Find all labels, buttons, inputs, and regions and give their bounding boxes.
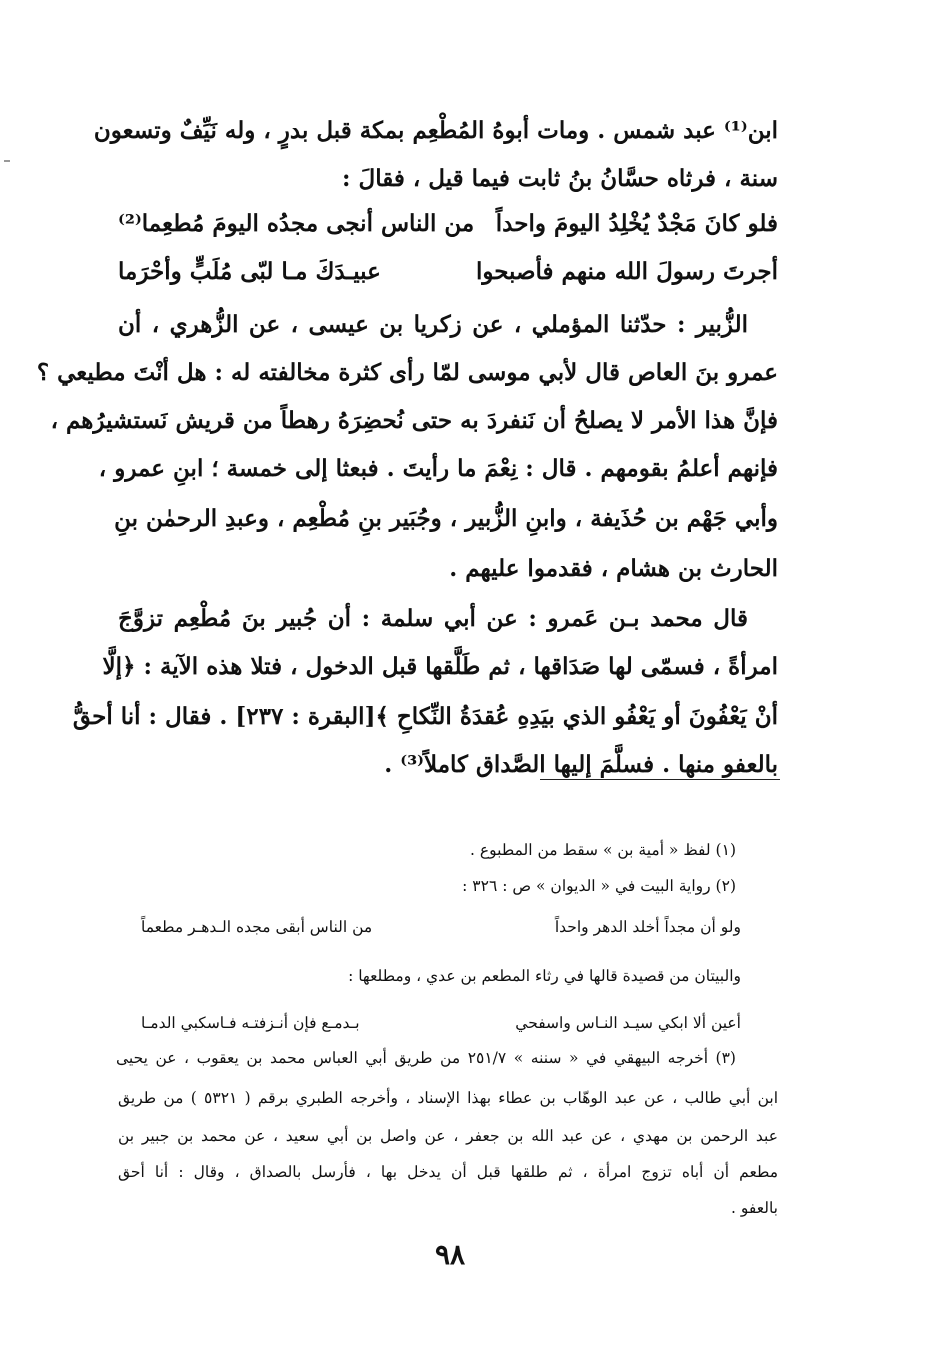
main-text-line-2: سنة ، فرثاه حسَّانُ بنُ ثابت فيما قيل ، فقالَ : [342, 165, 778, 192]
footnote-2-verse-first-hemistich: ولو أن مجداً أخلد الدهر واحداً [554, 918, 741, 936]
paragraph-2-line-1: الزُّبير : حدّثنا المؤملي ، عن زكريا بن عيسى ، عن الزُّهري ، أن [118, 311, 748, 338]
verse-2-first-hemistich: أجرتَ رسولَ الله منهم فأصبحوا [475, 258, 778, 285]
footnote-3-line-5: بالعفو . [731, 1199, 778, 1217]
footnote-2-note: والبيتان من قصيدة قالها في رثاء المطعم بن عدي ، ومطلعها : [348, 967, 741, 985]
paragraph-3-line-1: قال محمد بـن عَمرو : عن أبي سلمة : أن جُبير بنَ مُطْعِم تزوَّجَ [118, 605, 748, 632]
paragraph-2-line-3: فإنَّ هذا الأمر لا يصلحُ أن نَنفردَ به حتى نُحضِرَهُ رهطاً من قريش نَستشيرُهم ، [50, 407, 778, 434]
scan-edge-mark [4, 160, 10, 162]
paragraph-3-line-2: امرأةً ، فسمّى لها صَدَاقها ، ثم طَلَّقها قبل الدخول ، فتلا هذه الآية : ﴿إلَّا [102, 653, 778, 680]
page-number: ٩٨ [434, 1238, 466, 1271]
verse-2-second-hemistich: عبيـدَكَ مـا لبّى مُلَبٍّ وأحْرَما [118, 258, 381, 285]
opening-verse-first-hemistich: أعين ألا ابكي سيـد النـاس واسفحي [515, 1014, 741, 1032]
paragraph-2-line-2: عمرو بنَ العاص قال لأبي موسى لمّا رأى كثرة مخالفته له : هل أنْتَ مطيعي ؟ [36, 359, 778, 386]
paragraph-3-line-4: بالعفو منها . فسلَّمَ إليها الصَّداق كاملاً⁽³⁾ . [384, 751, 778, 778]
footnote-separator [540, 779, 780, 780]
footnote-3-line-2: ابن أبي طالب ، عن عبد الوهّاب بن عطاء بهذا الإسناد ، وأخرجه الطبري برقم ( ٥٣٢١ ) من طريق [118, 1089, 778, 1107]
verse-1-first-hemistich: فلو كانَ مَجْدٌ يُخْلِدُ اليومَ واحداً [495, 210, 778, 237]
footnote-3-line-4: مطعم أن أباه تزوج امرأة ، ثم طلقها قبل أن يدخل بها ، فأرسل بالصداق ، وقال : أنا أحق [118, 1163, 778, 1181]
poem-verse-2 [118, 258, 778, 294]
footnote-1: (١) لفظ « أمية بن » سقط من المطبوع . [470, 841, 736, 859]
footnote-2-verse [141, 918, 741, 944]
poem-verse-1 [118, 210, 778, 246]
footnote-2-verse-second-hemistich: من الناس أبقى مجده الـدهـر مطعماً [141, 918, 373, 936]
paragraph-2-line-6: الحارث بن هشام ، فقدموا عليهم . [449, 555, 778, 582]
footnote-2-opening-verse [141, 1014, 741, 1040]
opening-verse-second-hemistich: بـدمـع فإن أنـزفتـه فـاسكبي الدمـا [141, 1014, 360, 1032]
footnote-3-line-3: عبد الرحمن بن مهدي ، عن عبد الله بن جعفر ، عن واصل بن أبي سعيد ، عن محمد بن جبير بن [118, 1127, 778, 1145]
paragraph-2-line-4: فإنهم أعلمُ بقومهم . قال : نِعْمَ ما رأيتَ . فبعثا إلى خمسة ؛ ابنِ عمرو ، [98, 455, 778, 482]
footnote-2: (٢) رواية البيت في « الديوان » ص : ٣٢٦ : [462, 877, 736, 895]
verse-1-second-hemistich: من الناس أنجى مجدُه اليومَ مُطعِما⁽²⁾ [118, 210, 475, 237]
main-text-line-1: ابن⁽¹⁾ عبد شمس . ومات أبوهُ المُطْعِم بمكة قبل بدرٍ ، وله نَيِّفٌ وتسعون [93, 117, 778, 144]
paragraph-2-line-5: وأبي جَهْم بن حُذَيفة ، وابنِ الزُّبير ، وجُبَير بنِ مُطْعِم ، وعبدِ الرحمٰن بنِ [114, 505, 778, 532]
paragraph-3-line-3: أنْ يَعْفُونَ أو يَعْفُو الذي بيَدِهِ عُقدَةُ النِّكاحِ ﴾[البقرة : ٢٣٧] . فقال : أنا أحقُّ [72, 703, 778, 730]
footnote-3-line-1: (٣) أخرجه البيهقي في « سننه » ٢٥١/٧ من طريق أبي العباس محمد بن يعقوب ، عن يحيى [116, 1049, 736, 1067]
